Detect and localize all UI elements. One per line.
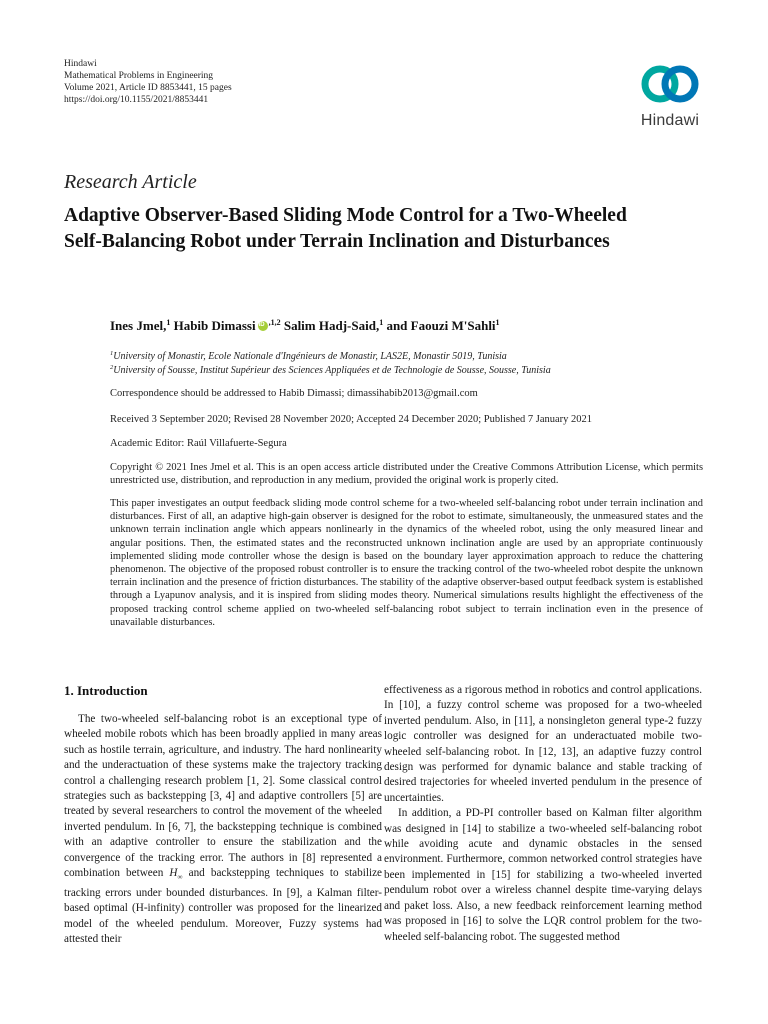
- article-type: Research Article: [64, 171, 197, 193]
- publisher-name: Hindawi: [64, 59, 97, 69]
- hindawi-logo-icon: [638, 62, 702, 106]
- affiliation-text: University of Monastir, Ecole Nationale d'Ingénieurs de Monastir, LAS2E, Monastir 5019, Tunisia: [113, 351, 507, 362]
- body-column-left: [64, 712, 382, 947]
- math-subscript: ∞: [177, 873, 183, 882]
- body-paragraph: effectiveness as a rigorous method in robotics and control applications. In [10], a fuzzy control scheme was proposed for a two-wheeled inverted pendulum. Also, in [11], a nonsingleton general type-2 fuzzy logic controller was designed for an underactuated mobile two-wheeled self-balancing robot. In [12, 13], an adaptive fuzzy control design was performed for dynamic balance and stable tracking of desired trajectories for wheeled inverted pendulum in the presence of uncertainties.: [384, 684, 702, 804]
- publication-dates: Received 3 September 2020; Revised 28 November 2020; Accepted 24 December 2020; Published 7 January 2021: [110, 414, 593, 425]
- author-name[interactable]: Habib Dimassi: [173, 318, 256, 333]
- affiliation-number: 1: [110, 350, 114, 357]
- author-conjunction: and: [386, 318, 408, 333]
- author-name[interactable]: Ines Jmel,: [110, 318, 167, 333]
- hindawi-logo: [630, 62, 710, 134]
- orcid-icon[interactable]: [258, 321, 268, 331]
- author-affil-mark: 1: [166, 318, 171, 327]
- affiliation-1: [110, 350, 507, 362]
- volume-line: Volume 2021, Article ID 8853441, 15 pages: [64, 83, 232, 93]
- abstract: This paper investigates an output feedback sliding mode control scheme for a two-wheeled self-balancing robot under terrain inclination and disturbances. First of all, an adaptive high-gain observer is designed for the robot to estimate, simultaneously, the unmeasured states and the unknown terrain inclination angle which appears nonlinearly in the dynamics of the wheeled robot, using the only measured linear and angular positions. Then, the estimated states and the reconstructed unknown inclination angle are used by an appropriate continuously implemented sliding mode controller whose the design is based on the boundary layer approximation approach to reduce the chattering phenomenon. The objective of the proposed robust controller is to ensure the tracking control of the two-wheeled robot despite the unknown terrain inclination and the presence of friction disturbances. The stability of the adaptive observer-based output feedback system is established through a Lyapunov analysis, and it is inspired from sliding modes theory. Numerical simulations results highlight the effectiveness of the proposed tracking control scheme applied on two-wheeled self-balancing robot subject to terrain inclination even in the presence of unavailable disturbances.: [110, 498, 703, 628]
- author-affil-mark: 1: [379, 318, 384, 327]
- journal-info: [64, 58, 232, 106]
- copyright-notice: Copyright © 2021 Ines Jmel et al. This is an open access article distributed under the Creative Commons Attribution License, which permits unrestricted use, distribution, and reproduction in any medium, provided the original work is properly cited.: [110, 462, 703, 487]
- affiliation-number: 2: [110, 364, 114, 371]
- body-column-right: [384, 683, 702, 945]
- affiliation-2: [110, 364, 551, 376]
- body-paragraph: [64, 712, 382, 947]
- correspondence: Correspondence should be addressed to Habib Dimassi; dimassihabib2013@gmail.com: [110, 388, 478, 399]
- body-text: and backstepping techniques to stabilize tracking errors under bounded disturbances. In [9], a Kalman filter-based optimal (H-infinity) controller was proposed for the linearized model of the wheeled pendulum. Moreover, Fuzzy systems had attested their: [64, 867, 382, 945]
- section-heading: 1. Introduction: [64, 683, 148, 698]
- affiliation-text: University of Sousse, Institut Supérieur des Sciences Appliquées et de Technologie de Sousse, Sousse, Tunisia: [113, 365, 551, 376]
- author-affil-mark: 1: [495, 318, 500, 327]
- article-title: Adaptive Observer-Based Sliding Mode Control for a Two-Wheeled Self-Balancing Robot under Terrain Inclination and Disturbances: [64, 205, 627, 252]
- body-paragraph: In addition, a PD-PI controller based on Kalman filter algorithm was designed in [14] to stabilize a two-wheeled self-balancing robot while avoiding acute and dynamic obstacles in the sensed environment. Furthermore, common networked control strategies have been implemented in [15] for stabilizing a two-wheeled inverted pendulum robot over a wireless channel despite time-varying delays and paket loss. Also, a new feedback reinforcement learning method was proposed in [16] to solve the LQR control problem for the two-wheeled self-balancing robot. The suggested method: [384, 807, 702, 943]
- author-name[interactable]: Salim Hadj-Said,: [283, 318, 380, 333]
- hindawi-logo-text: Hindawi: [640, 112, 700, 129]
- author-list: [110, 318, 500, 334]
- doi-link[interactable]: https://doi.org/10.1155/2021/8853441: [64, 95, 209, 105]
- author-name[interactable]: Faouzi M'Sahli: [410, 318, 496, 333]
- academic-editor: Academic Editor: Raúl Villafuerte-Segura: [110, 438, 287, 449]
- author-affil-mark: ,1,2: [268, 318, 281, 327]
- body-text: The two-wheeled self-balancing robot is an exceptional type of wheeled mobile robots which has been broadly applied in many areas such as hostile terrain, agriculture, and industry. The hard nonlinearity and the underactuation of these systems make the trajectory tracking control a challenging research problem [1, 2]. Some classical control strategies such as backstepping [3, 4] and adaptive controllers [5] are treated by several researchers to control the movement of the wheeled inverted pendulum. In [6, 7], the backstepping technique is combined with an adaptive controller to ensure the stabilization and the convergence of the tracking error. The authors in [8] represented a combination between: [64, 713, 382, 880]
- math-symbol: H: [169, 867, 178, 880]
- journal-name: Mathematical Problems in Engineering: [64, 71, 214, 81]
